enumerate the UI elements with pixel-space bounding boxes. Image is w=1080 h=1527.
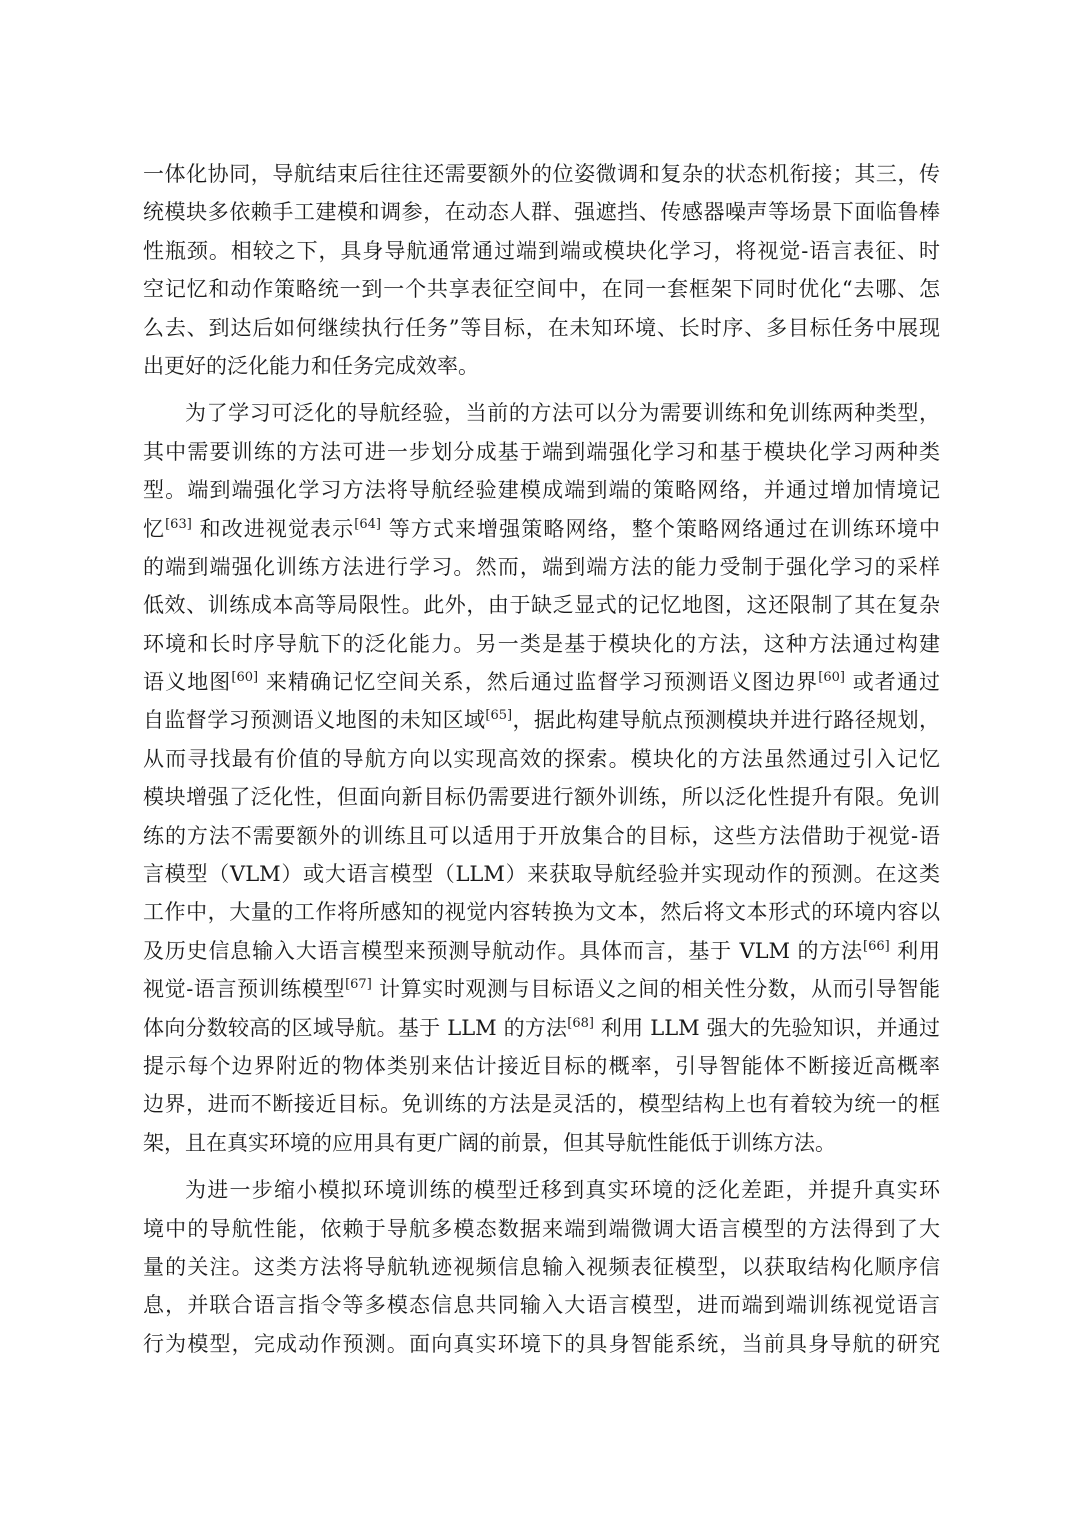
- citation-marker: [63]: [165, 516, 192, 532]
- text-line: 为了学习可泛化的导航经验，当前的方法可以分为需要训练和免训练两种类型，: [185, 401, 940, 426]
- text-line: 息，并联合语言指令等多模态信息共同输入大语言模型，进而端到端训练视觉语言: [143, 1293, 940, 1318]
- text-line: 量的关注。这类方法将导航轨迹视频信息输入视频表征模型，以获取结构化顺序信: [143, 1254, 940, 1279]
- text-line: 么去、到达后如何继续执行任务”等目标，在未知环境、长时序、多目标任务中展现: [143, 315, 940, 340]
- text-line: 边界，进而不断接近目标。免训练的方法是灵活的，模型结构上也有着较为统一的框: [143, 1092, 940, 1117]
- text-line: 自监督学习预测语义地图的未知区域[65]，据此构建导航点预测模块并进行路径规划，: [143, 708, 940, 733]
- citation-marker: [67]: [345, 977, 372, 993]
- citation-marker: [64]: [354, 516, 381, 532]
- document-page: [143, 155, 940, 1363]
- paragraph-2: [143, 394, 940, 1162]
- text-line: 其中需要训练的方法可进一步划分成基于端到端强化学习和基于模块化学习两种类: [143, 439, 940, 464]
- text-line: 统模块多依赖手工建模和调参，在动态人群、强遮挡、传感器噪声等场景下面临鲁棒: [143, 200, 940, 225]
- text-line: 模块增强了泛化性，但面向新目标仍需要进行额外训练，所以泛化性提升有限。免训: [143, 785, 940, 810]
- paragraph-1: [143, 155, 940, 385]
- text-line: 体向分数较高的区域导航。基于 LLM 的方法[68] 利用 LLM 强大的先验知识，并通过: [143, 1015, 940, 1040]
- text-line: 语义地图[60] 来精确记忆空间关系，然后通过监督学习预测语义图边界[60] 或者通过: [143, 670, 940, 695]
- text-line: 及历史信息输入大语言模型来预测导航动作。具体而言，基于 VLM 的方法[66] 利用: [143, 938, 940, 963]
- text-line: 言模型（VLM）或大语言模型（LLM）来获取导航经验并实现动作的预测。在这类: [143, 862, 940, 887]
- text-line: 提示每个边界附近的物体类别来估计接近目标的概率，引导智能体不断接近高概率: [143, 1053, 940, 1078]
- text-line: 的端到端强化训练方法进行学习。然而，端到端方法的能力受制于强化学习的采样: [143, 554, 940, 579]
- text-line: 为进一步缩小模拟环境训练的模型迁移到真实环境的泛化差距，并提升真实环: [185, 1178, 940, 1203]
- text-line: 工作中，大量的工作将所感知的视觉内容转换为文本，然后将文本形式的环境内容以: [143, 900, 940, 925]
- citation-marker: [60]: [818, 670, 845, 686]
- text-line: 性瓶颈。相较之下，具身导航通常通过端到端或模块化学习，将视觉-语言表征、时: [143, 238, 940, 263]
- text-line: 架，且在真实环境的应用具有更广阔的前景，但其导航性能低于训练方法。: [143, 1130, 836, 1155]
- text-line: 空记忆和动作策略统一到一个共享表征空间中，在同一套框架下同时优化“去哪、怎: [143, 277, 940, 302]
- text-line: 低效、训练成本高等局限性。此外，由于缺乏显式的记忆地图，这还限制了其在复杂: [143, 593, 940, 618]
- text-line: 忆[63] 和改进视觉表示[64] 等方式来增强策略网络，整个策略网络通过在训练环境中: [143, 516, 940, 541]
- text-line: 型。端到端强化学习方法将导航经验建模成端到端的策略网络，并通过增加情境记: [143, 478, 940, 503]
- text-line: 从而寻找最有价值的导航方向以实现高效的探索。模块化的方法虽然通过引入记忆: [143, 746, 940, 771]
- citation-marker: [65]: [485, 708, 513, 724]
- text-line: 视觉-语言预训练模型[67] 计算实时观测与目标语义之间的相关性分数，从而引导智能: [143, 977, 940, 1002]
- citation-marker: [68]: [567, 1015, 594, 1031]
- text-line: 环境和长时序导航下的泛化能力。另一类是基于模块化的方法，这种方法通过构建: [143, 631, 940, 656]
- paragraph-3: [143, 1171, 940, 1363]
- text-line: 行为模型，完成动作预测。面向真实环境下的具身智能系统，当前具身导航的研究: [143, 1331, 940, 1356]
- text-line: 一体化协同，导航结束后往往还需要额外的位姿微调和复杂的状态机衔接；其三，传: [143, 162, 940, 186]
- text-line: 练的方法不需要额外的训练且可以适用于开放集合的目标，这些方法借助于视觉-语: [143, 823, 940, 848]
- text-line: 境中的导航性能，依赖于导航多模态数据来端到端微调大语言模型的方法得到了大: [143, 1216, 940, 1241]
- citation-marker: [60]: [231, 670, 259, 686]
- text-line: 出更好的泛化能力和任务完成效率。: [143, 353, 479, 378]
- citation-marker: [66]: [863, 938, 890, 954]
